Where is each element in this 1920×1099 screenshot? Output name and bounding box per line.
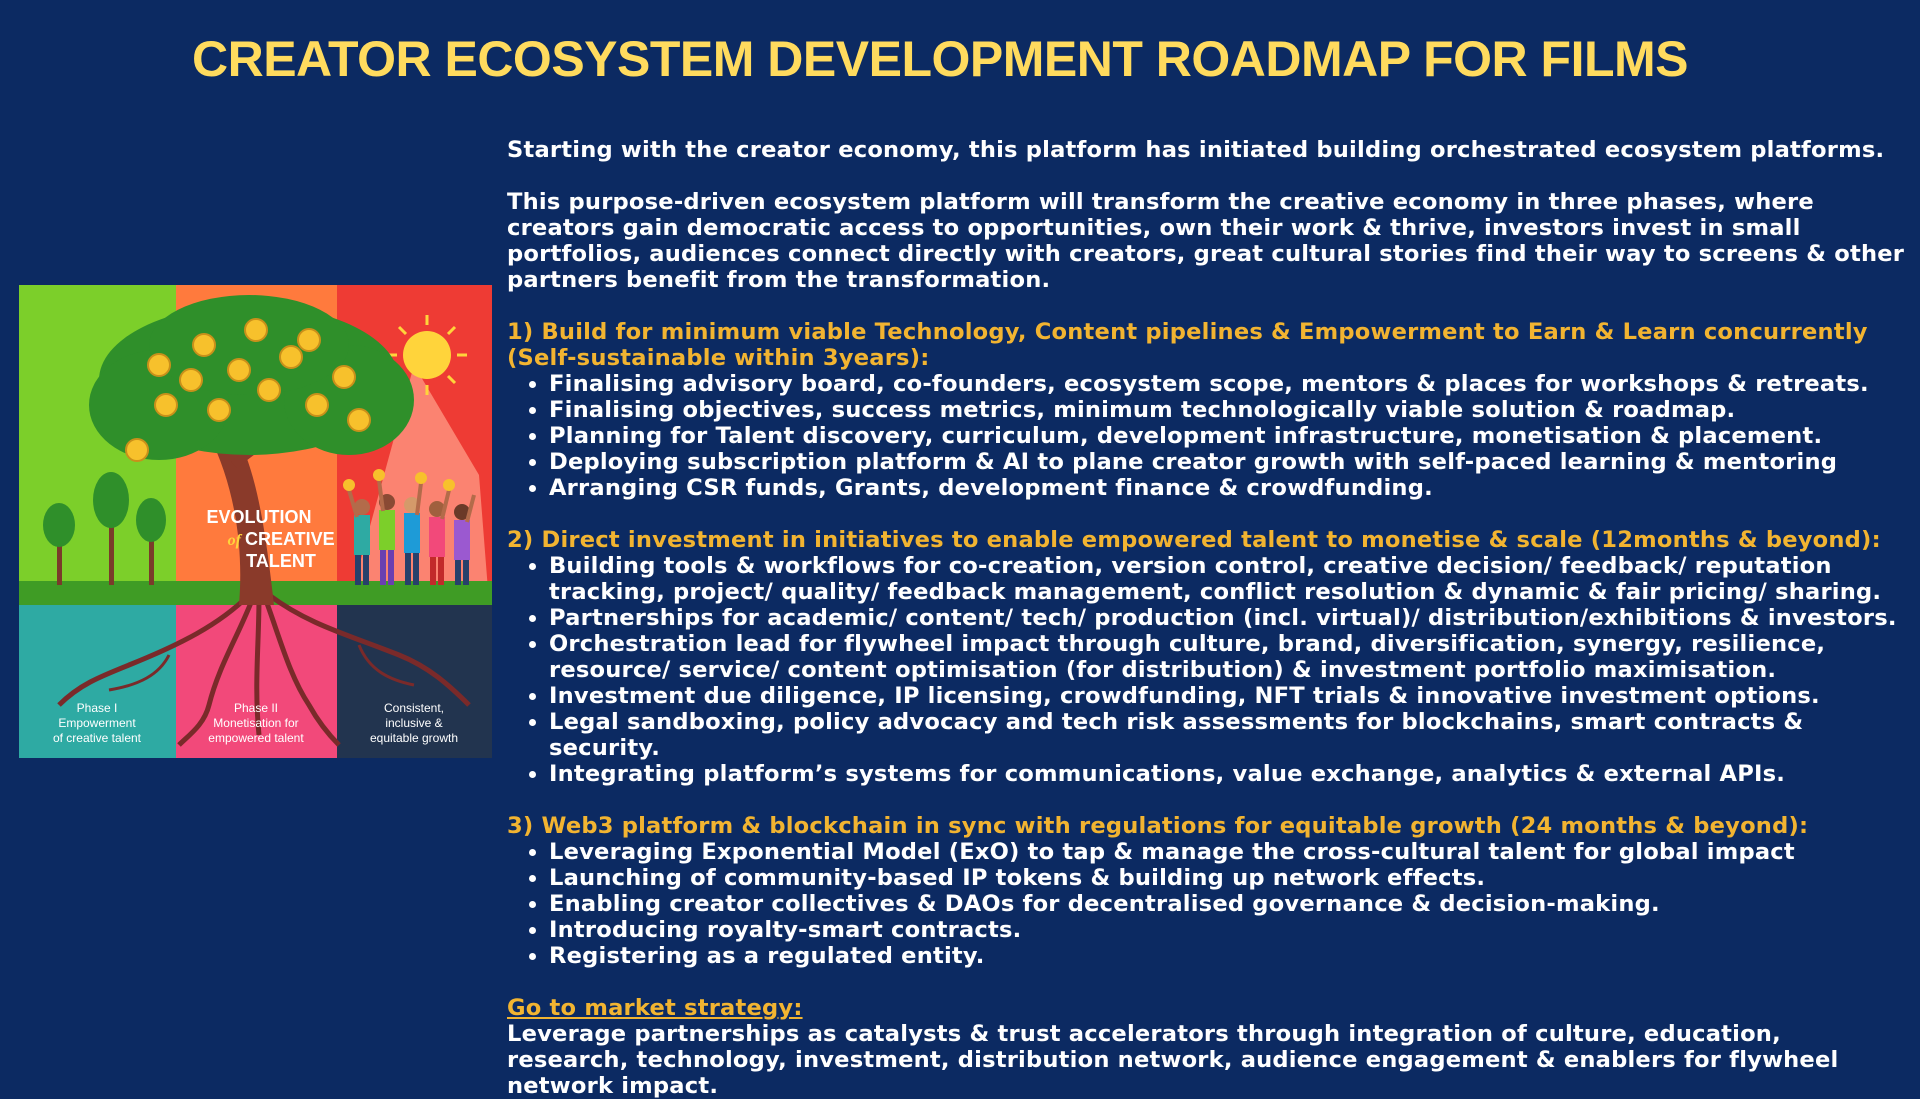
center-title-line3: TALENT: [246, 551, 316, 571]
phase3-item: • Introducing royalty-smart contracts.: [549, 917, 1907, 943]
intro-paragraph-1: Starting with the creator economy, this platform has initiated building orchestrated ecosystem platforms.: [507, 137, 1885, 163]
panel2-caption-line3: empowered talent: [208, 731, 304, 745]
evolution-tree-illustration: [19, 285, 492, 758]
phase2-item: • Partnerships for academic/ content/ tech/ production (incl. virtual)/ distribution/exhibitions & investors.: [549, 605, 1907, 631]
phase1-item: • Planning for Talent discovery, curriculum, development infrastructure, monetisation & placement.: [549, 423, 1907, 449]
phase2-item: • Building tools & workflows for co-creation, version control, creative decision/ feedback/ reputation tracking, project/ quality/ feedback management, conflict resolution & dynamic & fair pricing/ sharing.: [549, 553, 1907, 605]
phase2-list: [507, 553, 1907, 787]
phase3-item: • Registering as a regulated entity.: [549, 943, 1907, 969]
center-title-line1: EVOLUTION: [206, 507, 312, 527]
phase3-item: • Launching of community-based IP tokens & building up network effects.: [549, 865, 1907, 891]
page-title: CREATOR ECOSYSTEM DEVELOPMENT ROADMAP FOR FILMS: [191, 31, 1689, 87]
phase3-list: [507, 839, 1907, 969]
phase1-heading: 1) Build for minimum viable Technology, Content pipelines & Empowerment to Earn & Learn concurrently (Self-sustainable within 3years):: [507, 319, 1868, 371]
phase3-heading: 3) Web3 platform & blockchain in sync with regulations for equitable growth (24 months & beyond):: [507, 813, 1809, 839]
phase3-item: • Enabling creator collectives & DAOs for decentralised governance & decision-making.: [549, 891, 1907, 917]
panel1-caption-line1: Phase I: [76, 701, 118, 715]
center-title-of: of: [227, 532, 241, 549]
roadmap-text: [507, 137, 1907, 1099]
phase1-item: • Deploying subscription platform & AI to plane creator growth with self-paced learning & mentoring: [549, 449, 1907, 475]
spacer: [507, 969, 1907, 995]
panel2-caption-line1: Phase II: [233, 701, 279, 715]
center-title-line2: CREATIVE: [245, 529, 335, 549]
gtm-heading: Go to market strategy:: [507, 995, 803, 1021]
phase2-item: • Integrating platform’s systems for communications, value exchange, analytics & external APIs.: [549, 761, 1907, 787]
phase1-item: • Finalising objectives, success metrics, minimum technologically viable solution & roadmap.: [549, 397, 1907, 423]
panel3-caption-line2: inclusive &: [385, 716, 443, 730]
panel3-caption-line3: equitable growth: [369, 731, 459, 745]
gtm-text: Leverage partnerships as catalysts & trust accelerators through integration of culture, education, research, technology, investment, distribution network, audience engagement & enablers for flywheel network impact.: [507, 1021, 1839, 1099]
panel2-caption-line2: Monetisation for: [213, 716, 299, 730]
tree-graphic: [19, 285, 492, 758]
phase1-list: [507, 371, 1907, 501]
phase2-heading: 2) Direct investment in initiatives to enable empowered talent to monetise & scale (12months & beyond):: [507, 527, 1881, 553]
phase1-item: • Arranging CSR funds, Grants, development finance & crowdfunding.: [549, 475, 1907, 501]
spacer: [507, 787, 1907, 813]
spacer: [507, 293, 1907, 319]
panel3-caption-line1: Consistent,: [383, 701, 445, 715]
panel1-caption-line3: of creative talent: [52, 731, 142, 745]
phase2-item: • Legal sandboxing, policy advocacy and tech risk assessments for blockchains, smart contracts & security.: [549, 709, 1907, 761]
phase2-item: • Investment due diligence, IP licensing, crowdfunding, NFT trials & innovative investment options.: [549, 683, 1907, 709]
intro-paragraph-2: This purpose-driven ecosystem platform will transform the creative economy in three phases, where creators gain democratic access to opportunities, own their work & thrive, investors invest in small portfolios, audiences connect directly with creators, great cultural stories find their way to screens & other partners benefit from the transformation.: [507, 189, 1905, 293]
spacer: [507, 501, 1907, 527]
phase1-item: • Finalising advisory board, co-founders, ecosystem scope, mentors & places for workshops & retreats.: [549, 371, 1907, 397]
phase2-item: • Orchestration lead for flywheel impact through culture, brand, diversification, synergy, resilience, resource/ service/ content optimisation (for distribution) & investment portfolio maximisation.: [549, 631, 1907, 683]
panel1-caption-line2: Empowerment: [58, 716, 136, 730]
phase3-item: • Leveraging Exponential Model (ExO) to tap & manage the cross-cultural talent for global impact: [549, 839, 1907, 865]
spacer: [507, 163, 1907, 189]
